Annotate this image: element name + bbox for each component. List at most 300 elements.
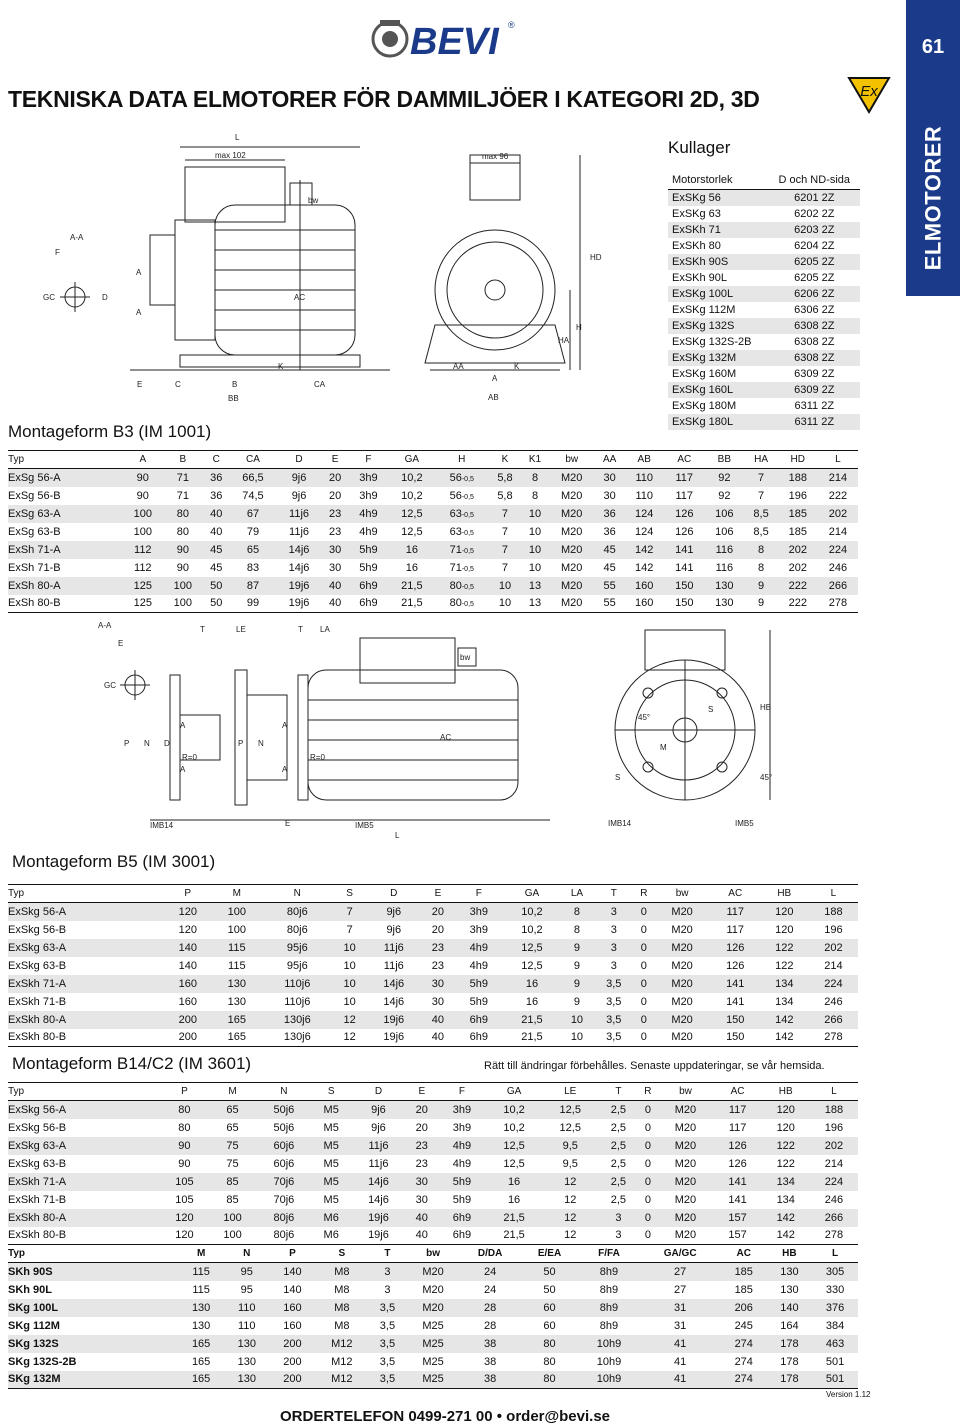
b14-cell: 224 [810, 1173, 858, 1191]
b3-cell: 7 [501, 561, 509, 574]
svg-text:AB: AB [488, 393, 499, 402]
b14-header: LE [542, 1083, 598, 1101]
section-label: ELMOTORER [920, 125, 945, 271]
b3-cell: 4h9 [348, 505, 388, 523]
svg-text:GC: GC [104, 681, 116, 690]
b14-cell: 60j6 [257, 1137, 312, 1155]
b3-cell: M20 [561, 561, 583, 574]
svg-text:F: F [55, 248, 60, 257]
b14-cell: M5 [323, 1121, 339, 1134]
b14-cell: M6 [311, 1227, 351, 1245]
b14-cell: 6h9 [438, 1209, 486, 1227]
b3-cell: 185 [788, 525, 807, 538]
b14-header: R [638, 1083, 657, 1101]
b5-cell: 126 [711, 939, 760, 957]
b3-cell: 23 [322, 505, 349, 523]
b3-cell: 10,2 [389, 469, 436, 487]
svg-text:®: ® [508, 20, 515, 30]
b5-cell: 23 [431, 959, 445, 972]
b14-cell: 3 [598, 1227, 638, 1245]
b3-cell: 87 [230, 577, 277, 595]
flange-cell: 274 [721, 1371, 767, 1389]
b5-cell: 214 [824, 959, 843, 972]
b14-cell: 214 [824, 1157, 844, 1170]
b5-header: N [261, 885, 333, 903]
b5-cell: 12 [333, 1011, 366, 1029]
b3-cell: 7 [501, 525, 509, 538]
b5-header: LA [561, 885, 594, 903]
svg-text:K: K [278, 362, 284, 371]
b5-cell: 122 [760, 939, 809, 957]
flange-cell: 50 [520, 1263, 578, 1281]
b5-cell: 3 [610, 959, 617, 972]
b5-header: GA [503, 885, 560, 903]
flange-header: AC [721, 1245, 767, 1263]
b14-cell: 2,5 [610, 1121, 627, 1134]
b5-cell: ExSkg 63-B [8, 959, 67, 972]
b5-cell: 3 [610, 923, 617, 936]
b3-cell: 7 [488, 541, 521, 559]
b14-cell: 12 [542, 1173, 598, 1191]
b5-cell: 120 [775, 923, 794, 936]
b14-header: N [257, 1083, 312, 1101]
b3-cell: 185 [778, 505, 818, 523]
bearings-cell: 6206 2Z [769, 286, 860, 302]
b14-cell: 0 [644, 1121, 651, 1134]
b14-cell: 19j6 [351, 1227, 406, 1245]
b14-cell: 4h9 [438, 1137, 486, 1155]
b5-cell: 3h9 [454, 903, 503, 921]
b5-cell: 9 [561, 975, 594, 993]
b3-header: HA [744, 451, 777, 469]
svg-text:A-A: A-A [98, 621, 112, 630]
b14-cell: 12,5 [503, 1157, 525, 1170]
b14-cell: 3h9 [438, 1101, 486, 1119]
b14-cell: M20 [657, 1101, 713, 1119]
b3-cell: 6h9 [348, 577, 388, 595]
b5-cell: 160 [178, 995, 197, 1008]
b3-cell: 106 [704, 505, 744, 523]
b14-cell: 40 [406, 1227, 438, 1245]
b14-cell: 11j6 [368, 1157, 389, 1170]
b5-cell: 7 [346, 923, 353, 936]
b3-cell: 40 [322, 595, 349, 613]
b5-cell: 16 [525, 995, 539, 1008]
svg-text:CA: CA [314, 380, 326, 389]
b5-cell: 14j6 [383, 995, 405, 1008]
b3-cell: 19j6 [276, 595, 321, 613]
b5-header: AC [711, 885, 760, 903]
b3-header: AA [595, 451, 624, 469]
flange-cell: 165 [178, 1371, 224, 1389]
b3-cell: 142 [635, 561, 654, 574]
bearings-cell: ExSKh 71 [668, 222, 769, 238]
b14-cell: 117 [728, 1121, 747, 1134]
b3-cell: 100 [133, 525, 152, 538]
table-row [668, 414, 860, 430]
b14-cell: M20 [657, 1209, 713, 1227]
b5-cell: M20 [654, 1011, 711, 1029]
b5-table [8, 884, 858, 1047]
b5-cell: M20 [671, 959, 693, 972]
bearings-cell: 6309 2Z [769, 382, 860, 398]
b3-cell: 8 [758, 561, 765, 574]
b3-cell: 188 [778, 469, 818, 487]
b5-cell: M20 [654, 903, 711, 921]
b5-header: T [593, 885, 634, 903]
b3-cell: M20 [548, 595, 595, 613]
b5-cell: 246 [824, 995, 843, 1008]
b14-cell: 134 [762, 1173, 810, 1191]
b5-cell: 8 [573, 923, 580, 936]
b5-cell: 80j6 [286, 923, 308, 936]
b5-cell: 200 [163, 1029, 212, 1047]
bearings-cell: 6201 2Z [769, 190, 860, 206]
b5-cell: 150 [711, 1029, 760, 1047]
b5-cell: 130 [212, 975, 261, 993]
svg-text:E: E [118, 639, 124, 648]
b3-cell: 150 [664, 577, 704, 595]
b5-cell: 10 [333, 975, 366, 993]
b3-cell: 100 [123, 505, 163, 523]
table-row [668, 222, 860, 238]
b3-header: K1 [522, 451, 549, 469]
flange-cell: 80 [543, 1355, 556, 1368]
b3-cell: 117 [664, 469, 704, 487]
b3-cell: 222 [778, 577, 818, 595]
b14-cell: 40 [406, 1209, 438, 1227]
page-number: 61 [921, 36, 945, 58]
table-row [8, 993, 858, 1011]
flange-cell: 3,5 [368, 1335, 406, 1353]
b5-cell: 117 [711, 903, 760, 921]
svg-text:HB: HB [760, 703, 772, 712]
b14-header: HB [762, 1083, 810, 1101]
svg-text:45°: 45° [760, 773, 773, 782]
flange-cell: M25 [406, 1371, 459, 1389]
svg-text:P: P [124, 739, 130, 748]
b3-cell: 196 [788, 489, 807, 502]
b14-cell: M5 [323, 1157, 339, 1170]
b14-cell: 14j6 [368, 1193, 389, 1206]
b5-header: HB [760, 885, 809, 903]
b14-cell: 5h9 [452, 1193, 472, 1206]
b3-cell: 11j6 [289, 525, 310, 538]
bearings-cell: ExSKg 112M [672, 303, 736, 316]
b3-cell: 80 [163, 505, 203, 523]
b3-cell: 30 [328, 561, 342, 574]
b14-cell: 16 [507, 1193, 521, 1206]
bearings-cell: 6311 2Z [769, 414, 860, 430]
b5-cell: 165 [212, 1011, 261, 1029]
b5-cell: 95j6 [261, 939, 333, 957]
flange-cell: 165 [178, 1335, 224, 1353]
b3-cell: 90 [136, 489, 149, 502]
flange-cell: 27 [674, 1283, 687, 1296]
table-row [668, 366, 860, 382]
b3-cell: 214 [818, 469, 858, 487]
b14-cell: 85 [208, 1173, 256, 1191]
b14-cell: 90 [178, 1157, 191, 1170]
b14-cell: 6h9 [438, 1227, 486, 1245]
b3-header: bw [548, 451, 595, 469]
b3-cell: 150 [664, 595, 704, 613]
flange-cell: 3,5 [368, 1371, 406, 1389]
b5-cell: 80j6 [261, 903, 333, 921]
b14-cell: 75 [226, 1157, 239, 1170]
b3-cell: 71-0,5 [449, 561, 474, 574]
bearings-cell: ExSKg 100L [668, 286, 769, 302]
table-row [8, 1137, 858, 1155]
b5-cell: 100 [212, 903, 261, 921]
b14-cell: 134 [776, 1193, 795, 1206]
b3-header: H [435, 451, 488, 469]
flange-cell: 110 [237, 1319, 256, 1332]
bearings-cell: ExSKg 132S [668, 318, 769, 334]
flange-cell: M8 [315, 1263, 368, 1281]
flange-cell: 95 [224, 1263, 270, 1281]
b5-cell: 266 [809, 1011, 858, 1029]
b14-cell: 20 [406, 1101, 438, 1119]
b5-cell: 142 [760, 1011, 809, 1029]
b14-header: Typ [8, 1083, 160, 1101]
b3-cell: 20 [322, 469, 349, 487]
b14-cell: 20 [415, 1121, 428, 1134]
bearings-cell: 6306 2Z [794, 303, 835, 316]
b3-cell: 63-0,5 [435, 505, 488, 523]
b5-cell: 142 [760, 1029, 809, 1047]
b5-cell: 134 [760, 975, 809, 993]
bearings-header: D och ND-sida [769, 172, 860, 190]
b14-cell: 120 [160, 1227, 208, 1245]
b5-drawing [60, 620, 800, 850]
flange-cell: 376 [812, 1299, 858, 1317]
flange-cell: 164 [780, 1319, 799, 1332]
flange-cell: 185 [734, 1283, 753, 1296]
b3-cell: 36 [595, 505, 624, 523]
b3-cell: 56-0,5 [449, 489, 474, 502]
flange-cell: M20 [406, 1263, 459, 1281]
b14-cell: 126 [714, 1137, 762, 1155]
notice-text: Rätt till ändringar förbehålles. Senaste uppdateringar, se vår hemsida. [484, 1060, 825, 1072]
b14-cell: 21,5 [486, 1227, 542, 1245]
b14-cell: 30 [406, 1173, 438, 1191]
table-row [8, 1191, 858, 1209]
b3-cell: 141 [664, 541, 704, 559]
b3-cell: 5,8 [488, 469, 521, 487]
svg-text:A: A [136, 268, 142, 277]
b5-cell: 0 [634, 1011, 653, 1029]
b5-cell: 0 [640, 923, 647, 936]
b5-cell: 100 [227, 923, 246, 936]
b3-cell: 110 [624, 469, 664, 487]
flange-cell: SKg 100L [8, 1299, 178, 1317]
b5-cell: 134 [775, 995, 794, 1008]
b14-cell: 120 [776, 1121, 795, 1134]
table-row [8, 939, 858, 957]
b14-cell: 65 [226, 1121, 239, 1134]
b14-cell: ExSkg 63-B [8, 1157, 67, 1170]
b3-cell: 9j6 [291, 489, 307, 502]
flange-cell: 110 [224, 1299, 270, 1317]
b14-header: E [406, 1083, 438, 1101]
b5-cell: 4h9 [454, 939, 503, 957]
b5-cell: ExSkh 80-B [8, 1029, 163, 1047]
b5-cell: 110j6 [261, 975, 333, 993]
b14-cell: 2,5 [610, 1193, 627, 1206]
flange-cell: 245 [734, 1319, 753, 1332]
b3-cell: 8 [744, 541, 777, 559]
b3-cell: 160 [624, 595, 664, 613]
bearings-cell: 6308 2Z [794, 335, 835, 348]
b5-cell: 120 [760, 903, 809, 921]
svg-text:N: N [144, 739, 150, 748]
bearings-cell: ExSKg 180M [672, 399, 737, 412]
b3-header: BB [704, 451, 744, 469]
b3-cell: 10 [528, 525, 542, 538]
flange-cell: 384 [825, 1319, 845, 1332]
b14-cell: M5 [323, 1193, 339, 1206]
svg-text:45°: 45° [638, 713, 651, 722]
bearings-cell: 6204 2Z [794, 239, 835, 252]
b3-cell: 202 [778, 541, 818, 559]
b5-cell: 140 [163, 939, 212, 957]
b5-cell: 11j6 [383, 959, 404, 972]
b14-cell: 3h9 [452, 1121, 472, 1134]
b5-cell: 3,5 [593, 1011, 634, 1029]
b5-cell: 200 [163, 1011, 212, 1029]
b3-cell: 112 [123, 541, 163, 559]
b5-cell: 188 [809, 903, 858, 921]
flange-cell: 3 [384, 1283, 391, 1296]
table-row [8, 559, 858, 577]
b3-cell: 71 [176, 489, 189, 502]
b3-cell: 79 [246, 525, 260, 538]
b14-cell: 11j6 [351, 1137, 406, 1155]
b5-cell: 30 [422, 975, 455, 993]
b14-cell: 19j6 [351, 1209, 406, 1227]
b14-cell: 0 [638, 1137, 657, 1155]
b5-cell: 0 [634, 939, 653, 957]
b3-header: C [203, 451, 230, 469]
b14-cell: 12,5 [486, 1137, 542, 1155]
b14-cell: 16 [486, 1173, 542, 1191]
flange-cell: SKh 90S [8, 1263, 178, 1281]
flange-cell: 3,5 [379, 1355, 396, 1368]
b3-cell: 80-0,5 [435, 577, 488, 595]
b3-cell: 3h9 [348, 469, 388, 487]
b3-cell: 30 [595, 469, 624, 487]
b5-cell: 224 [809, 975, 858, 993]
bevi-logo [368, 14, 518, 64]
b3-cell: 7 [488, 505, 521, 523]
b5-cell: M20 [654, 939, 711, 957]
b5-cell: 3h9 [469, 923, 488, 936]
table-row [8, 469, 858, 487]
flange-header: GA/GC [639, 1245, 721, 1263]
b3-cell: 71 [163, 469, 203, 487]
flange-header: F/FA [579, 1245, 640, 1263]
flange-cell: M25 [422, 1319, 444, 1332]
b14-cell: 10,2 [486, 1101, 542, 1119]
b14-cell: 9j6 [351, 1101, 406, 1119]
flange-cell: M25 [406, 1335, 459, 1353]
b3-cell: 14j6 [276, 541, 321, 559]
svg-text:L: L [395, 831, 400, 840]
table-row [668, 286, 860, 302]
svg-text:GC: GC [43, 293, 55, 302]
b14-cell: 0 [638, 1209, 657, 1227]
b3-cell: 14j6 [288, 561, 310, 574]
b3-cell: 3h9 [359, 489, 378, 502]
b3-header: GA [389, 451, 436, 469]
b3-cell: 124 [635, 525, 654, 538]
b14-cell: M20 [657, 1227, 713, 1245]
b3-cell: 116 [715, 561, 734, 574]
table-row [8, 1011, 858, 1029]
svg-text:bw: bw [460, 653, 471, 662]
svg-text:H: H [576, 323, 582, 332]
svg-text:E: E [137, 380, 143, 389]
bearings-table [668, 172, 860, 430]
b5-header: D [366, 885, 422, 903]
bearings-cell: 6205 2Z [769, 254, 860, 270]
b5-cell: 9j6 [366, 903, 422, 921]
b3-cell: 55 [595, 595, 624, 613]
b3-cell: 19j6 [276, 577, 321, 595]
b3-cell: 8 [522, 469, 549, 487]
b14-cell: 202 [810, 1137, 858, 1155]
b14-cell: 9,5 [562, 1157, 578, 1170]
flange-cell: 27 [639, 1263, 721, 1281]
b3-cell: 112 [134, 561, 152, 574]
svg-text:AA: AA [453, 362, 464, 371]
b14-cell: 0 [638, 1173, 657, 1191]
svg-text:AC: AC [440, 733, 452, 742]
b5-cell: 120 [178, 923, 197, 936]
b14-cell: 120 [160, 1209, 208, 1227]
flange-cell: 41 [639, 1371, 721, 1389]
bearings-cell: ExSKg 160M [672, 367, 737, 380]
flange-cell: 140 [283, 1283, 302, 1296]
flange-cell: 10h9 [596, 1355, 622, 1368]
svg-text:E: E [285, 819, 291, 828]
b3-cell: 55 [595, 577, 624, 595]
b14-cell: M20 [674, 1121, 697, 1134]
b14-header: S [311, 1083, 351, 1101]
b14-cell: 0 [644, 1157, 651, 1170]
flange-cell: 80 [520, 1335, 578, 1353]
b3-cell: 13 [522, 577, 549, 595]
table-row [8, 541, 858, 559]
b3-cell: 126 [664, 505, 704, 523]
b5-cell: 0 [634, 1029, 653, 1047]
b5-cell: 278 [809, 1029, 858, 1047]
svg-text:LA: LA [320, 625, 330, 634]
b3-cell: 16 [405, 561, 418, 574]
svg-text:M: M [660, 743, 667, 752]
b14-cell: 5h9 [438, 1173, 486, 1191]
b5-cell: 10,2 [503, 903, 560, 921]
b3-header: D [276, 451, 321, 469]
flange-cell: 200 [283, 1355, 302, 1368]
flange-cell: 178 [780, 1355, 799, 1368]
b3-cell: ExSh 80-B [8, 595, 123, 613]
b5-cell: 20 [431, 923, 445, 936]
b14-cell: 50j6 [257, 1101, 312, 1119]
b5-cell: 20 [422, 903, 455, 921]
b14-cell: 278 [810, 1227, 858, 1245]
